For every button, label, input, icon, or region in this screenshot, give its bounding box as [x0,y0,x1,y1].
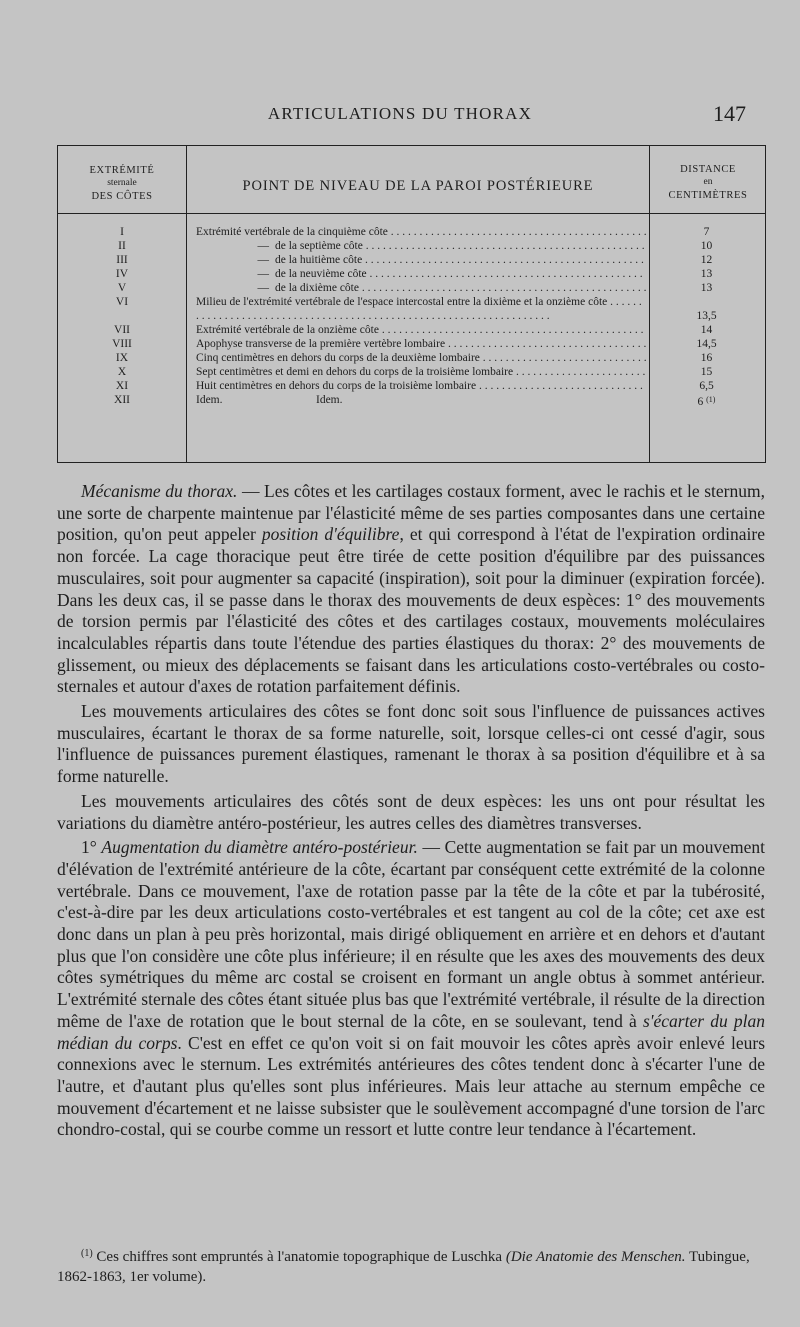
level-point: Extrémité vertébrale de la cinquième côte . . . [196,225,646,239]
rib-number: VIII [112,338,132,350]
column-header-level-point: POINT DE NIVEAU DE LA PAROI POSTÉRIEURE [242,178,594,194]
rib-number: IV [115,268,129,280]
distance-value: 16 [700,352,713,364]
ditto-mark: — [257,254,269,266]
header-rule [58,213,765,214]
distance-value: 13 [700,282,713,294]
level-point: — de la neuvième côte . . . [196,267,646,281]
distance-value: 14,5 [696,338,717,350]
distance-value: 15 [700,366,713,378]
distance-value: 13,5 [696,310,717,322]
rib-number: III [116,254,128,266]
ditto-mark: — [257,240,269,252]
rib-number: II [118,240,126,252]
distance-value: 7 [703,226,710,238]
body-text [57,481,765,1141]
rib-number: V [117,282,127,294]
column-header-distance: DISTANCE en CENTIMÈTRES [668,164,748,201]
column-header-rib-end: EXTRÉMITÉ sternale DES CÔTES [89,165,155,202]
rib-level-table [57,145,766,463]
section-heading: Mécanisme du thorax. [81,481,238,501]
rib-number: VI [115,296,129,308]
distance-value: 6,5 [699,380,714,392]
distance-value: 6 $^{(1)}$ [697,395,716,408]
ditto-mark: — [257,268,269,280]
paragraph: Mécanisme du thorax. — Les côtes et les cartilages costaux forment, avec le rachis et le sternum, une sorte de charpente maintenue par l'élasticité même de ses parties composantes dans une certaine position, qu'on peut appeler position d'équilibre, et qui correspond à l'état de l'expiration ordinaire non forcée. La cage thoracique peut être tirée de cette position d'équilibre par des puissances musculaires, soit pour augmenter sa capacité (inspiration), soit pour la diminuer (expiration forcée). Dans les deux cas, il se passe dans le thorax des mouvements de deux espèces: 1° des mouvements de torsion permis par l'élasticité des côtes et des cartilages costaux, mouvements moléculaires incalculables répartis dans toute l'étendue des parties élastiques du thorax: 2° des mouvements de glissement, ou mieux des déplacements se faisant dans les articulations costo-vertébrales ou costo-sternales et autour d'axes de rotation parfaitement définis. [57,481,765,697]
rib-number: I [120,226,124,238]
footnote-ref: (1) [706,395,716,404]
distance-value: 10 [700,240,713,252]
level-point: — de la septième côte . . . [196,239,646,253]
rib-number: XII [114,394,130,406]
rib-number: IX [115,352,129,364]
paragraph: Les mouvements articulaires des côtes se font donc soit sous l'influence de puissances actives musculaires, écartant le thorax de sa forme naturelle, soit, lorsque celles-ci ont cessé d'agir, sous l'influence de puissances purement élastiques, ramenant le thorax à sa position d'équilibre et à sa forme naturelle. [57,701,765,787]
paragraph: Les mouvements articulaires des côtés sont de deux espèces: les uns ont pour résultat les variations du diamètre antéro-postérieur, les autres celles des diamètres transverses. [57,790,765,833]
level-point: Sept centimètres et demi en dehors du corps de la troisième lombaire . . . [196,365,646,379]
section-heading: Augmentation du diamètre antéro-postérieur. [101,837,418,858]
table-row [58,295,764,323]
emphasis: position d'équilibre [261,524,400,545]
ditto-mark: — [257,282,269,294]
paragraph: 1° Augmentation du diamètre antéro-postérieur. — Cette augmentation se fait par un mouvement d'élévation de l'extrémité antérieure de la côte, écartant par conséquent cette extrémité de la colonne vertébrale. Dans ce mouvement, l'axe de rotation passe par la tête de la côte et par la tubérosité, c'est-à-dire par les deux articulations costo-vertébrales et est tangent au col de la côte; cet axe est donc dans un plan à peu près horizontal, mais dirigé obliquement en arrière et en dehors et d'autant plus que l'on considère une côte plus inférieure; il en résulte que les axes des mouvements des deux côtes symétriques du même arc costal se croisent en formant un angle obtus à sommet antérieur. L'extrémité sternale des côtes étant située plus bas que l'extrémité vertébrale, il résulte de la direction même de l'axe de rotation que le bout sternal de la côte, en se soulevant, tend à s'écarter du plan médian du corps. C'est en effet ce qu'on voit si on fait mouvoir les côtes après avoir enlevé leurs connexions avec le sternum. Les extrémités antérieures des côtes tendent donc à s'écarter l'une de l'autre, et d'autant plus qu'elles sont plus inférieures. Mais leur attache au sternum empêche ce mouvement d'écartement et ne laisse subsister que le soulèvement accompagné d'une torsion de l'arc chondro-costal, qui se courbe comme un ressort et lutte contre leur tendance à l'écartement. [57,837,766,1140]
footnote-mark: (1) [81,1248,93,1259]
rib-number: XI [115,380,129,392]
idem-text: Idem. [316,394,343,406]
distance-value: 14 [700,324,713,336]
distance-value: 13 [700,268,713,280]
page-number: 147 [713,101,746,126]
citation-title: (Die Anatomie des Menschen. [505,1249,686,1265]
running-title: ARTICULATIONS DU THORAX [267,104,533,123]
emphasis: s'écarter du plan médian du corps [57,1010,765,1053]
level-point: — de la dixième côte . . . [196,281,646,295]
rib-number: X [117,366,127,378]
level-point [196,393,646,407]
rib-number: VII [114,324,130,336]
level-point: Huit centimètres en dehors du corps de la troisième lombaire . . . [196,379,646,393]
idem-text: Idem. [196,394,223,406]
level-point: Apophyse transverse de la première vertèbre lombaire . . . [196,337,646,351]
running-header [0,101,800,130]
level-point: Milieu de l'extrémité vertébrale de l'espace intercostal entre la dixième et la onzième côte . . . [196,295,646,323]
level-point: Cinq centimètres en dehors du corps de la deuxième lombaire . . . [196,351,646,365]
distance-value: 12 [700,254,713,266]
footnote: $^{(1)}$ Ces chiffres sont empruntés à l'anatomie topographique de Luschka (Die Anatomie des Menschen. Tubingue, 1862-1863, 1er volume). [57,1248,750,1285]
level-point: Extrémité vertébrale de la onzième côte . . . [196,323,646,337]
level-point: — de la huitième côte . . . [196,253,646,267]
